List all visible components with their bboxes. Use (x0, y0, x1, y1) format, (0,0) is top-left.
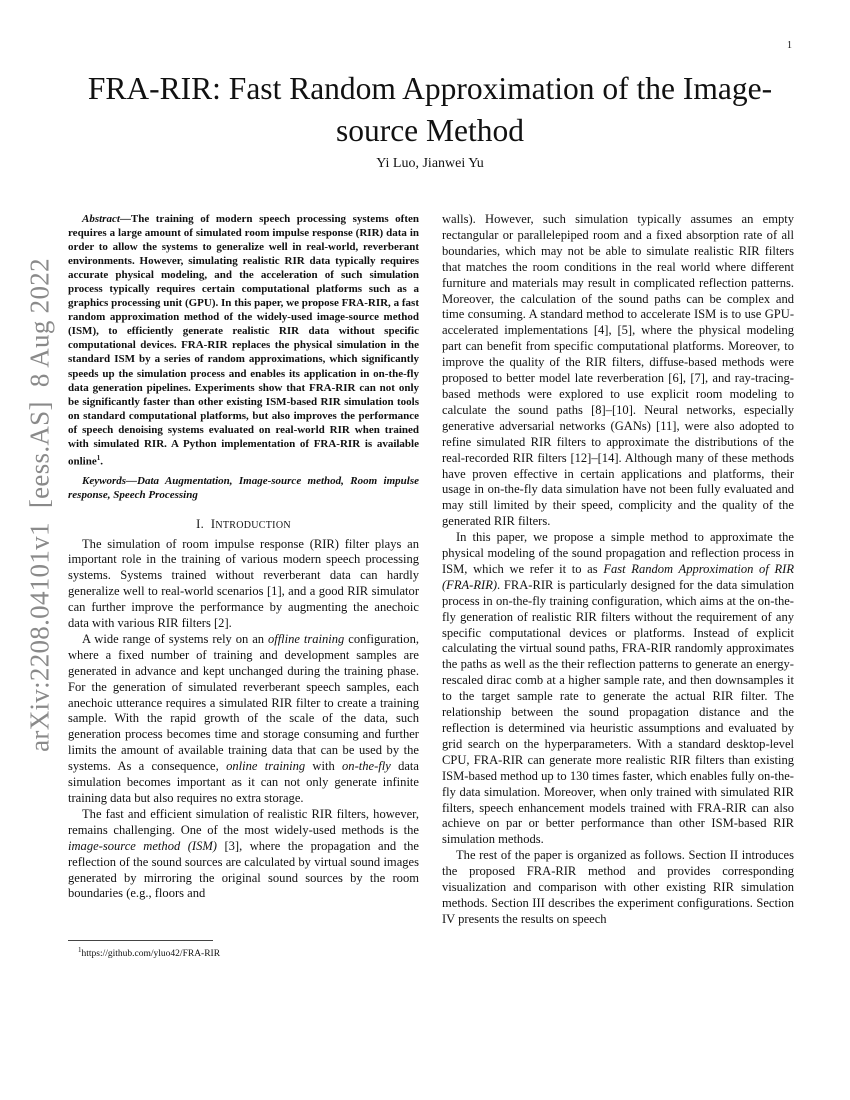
abstract-label: Abstract (82, 213, 120, 225)
footnote-divider (68, 940, 213, 941)
intro-paragraph-3: The fast and efficient simulation of realistic RIR filters, however, remains challenging. One of the most widely-used methods is the image-source method (ISM) [3], where the propagation and the reflection of the sound sources are calculated by virtual sound images generated by mirroring the original sound sources by the room boundaries (e.g., floors and (68, 806, 419, 901)
section-title-rest: NTRODUCTION (215, 519, 291, 531)
abstract-text: —The training of modern speech processing systems often requires a large amount of simulated room impulse response (RIR) data in order to allow the systems to generalize well in real-world, reverberant environments. However, simulating realistic RIR data typically requires accurate physical modeling, and the acceleration of such simulation process typically requires certain computational platforms such as a graphics processing unit (GPU). In this paper, we propose FRA-RIR, a fast random approximation method of the widely-used image-source method (ISM), to efficiently generate realistic RIR data without specific computational devices. FRA-RIR replaces the physical simulation in the standard ISM by a series of random approximations, which significantly speeds up the simulation process and enables its application in on-the-fly data generation pipelines. Experiments show that FRA-RIR can not only be significantly faster than other existing ISM-based RIR simulation tools on standard computational platforms, but also improves the performance of speech denoising systems evaluated on real-world RIR when trained with simulated RIR. A Python implementation of FRA-RIR is available online (68, 213, 419, 468)
section-heading-introduction (68, 517, 419, 534)
right-column (442, 212, 794, 928)
section-title-initial: I (210, 516, 216, 531)
right-paragraph-1: walls). However, such simulation typically assumes an empty rectangular or parallelepiped room and a fixed absorption rate of all boundaries, which may not be able to simulate realistic RIR filters that matches the room conditions in the real world where different furniture and materials may result in complicated reflection patterns. Moreover, the calculation of the sound paths can be complex and time consuming. A standard method to accelerate ISM is to use GPU-accelerated implementations [4], [5], where the physical modeling part can benefit from specific computational platforms. Moreover, to improve the quality of the RIR filters, diffuse-based methods were proposed to better model late reverberation [6], [7], and ray-tracing-based methods were explored to use explicit room modeling to calculate the sound paths [8]–[10]. Neural networks, especially generative adversarial networks (GANs) [11], were also adopted to refine simulated RIR filters to approximate the distributions of the real-recorded RIR filters [12]–[14]. Although many of these methods have proven effective in certain applications and platforms, their usage in on-the-fly data simulation have not been fully evaluated and may still limited by their speed, complicity and the quality of the generated RIR filters. (442, 212, 794, 529)
paper-authors: Yi Luo, Jianwei Yu (376, 156, 484, 171)
left-column (68, 212, 419, 902)
abstract-end: . (100, 455, 103, 468)
intro-paragraph-2: A wide range of systems rely on an offline training configuration, where a fixed number of training and development samples are generated in advance and kept unchanged during the training phase. For the generation of simulated reverberant speech samples, each anechoic utterance requires a simulated RIR filter to create a training sample. With the rapid growth of the scale of the data, such generation process becomes time and storage consuming and further limits the amount of available training data that can be used by the systems. As a consequence, online training with on-the-fly data simulation becomes important as it can not only generate infinite training data but also requires no extra storage. (68, 631, 419, 805)
section-number: I. (196, 516, 205, 531)
intro-paragraph-1: The simulation of room impulse response (RIR) filter plays an important role in the training of various modern speech processing systems. Systems trained without reverberant data can hardly generalize well to real-world scenarios [1], and a good RIR simulator can further improve the performance by augmenting the anechoic data with various RIR filters [2]. (68, 536, 419, 631)
footnote (78, 946, 220, 959)
page-number: 1 (787, 40, 792, 51)
abstract-footnote-mark: 1 (96, 453, 101, 462)
right-paragraph-3: The rest of the paper is organized as follows. Section II introduces the proposed FRA-RIR method and provides corresponding visualization and comparison with other existing RIR simulation methods. Section III describes the experiment configurations. Section IV presents the results on speech (442, 848, 794, 926)
keywords-text: —Data Augmentation, Image-source method, Room impulse response, Speech Processing (68, 474, 419, 501)
arxiv-identifier: arXiv:2208.04101v1 [eess.AS] 8 Aug 2022 (24, 258, 55, 752)
keywords-label: Keywords (82, 474, 126, 487)
keywords (68, 474, 419, 502)
right-paragraph-2: In this paper, we propose a simple method to approximate the physical modeling of the sound propagation and reflection process in ISM, which we refer it to as Fast Random Approximation of RIR (FRA-RIR). FRA-RIR is particularly designed for the data simulation process in on-the-fly training configuration, which aims at the on-the-fly generation of realistic RIR filters without the requirement of any specific computational devices or platforms. Instead of explicit calculating the virtual sound paths, FRA-RIR randomly approximates the paths as well as the their reflection patterns to generate an energy-rescaled dirac comb at a higher sample rate, and then downsamples it to the target sample rate to generate the actual RIR filter. The relationship between the sound propagation distance and the reflection is determined via heuristic assumptions and evaluated by grid search on the hyperparameters. With a standard desktop-level CPU, FRA-RIR can generate more realistic RIR filters than existing ISM-based method up to 130 times faster, which enables fully on-the-fly data simulation. Moreover, when only trained with simulated RIR filters, speech enhancement models trained with FRA-RIR can also achieve on par or better performance than other ISM-based RIR simulation methods. (442, 530, 794, 847)
footnote-link[interactable]: https://github.com/yluo42/FRA-RIR (81, 949, 221, 960)
footnote-mark: 1 (78, 946, 82, 954)
arxiv-sidebar (10, 258, 70, 752)
paper-title: FRA-RIR: Fast Random Approximation of the Image-source Method (87, 71, 773, 148)
abstract (68, 212, 419, 469)
